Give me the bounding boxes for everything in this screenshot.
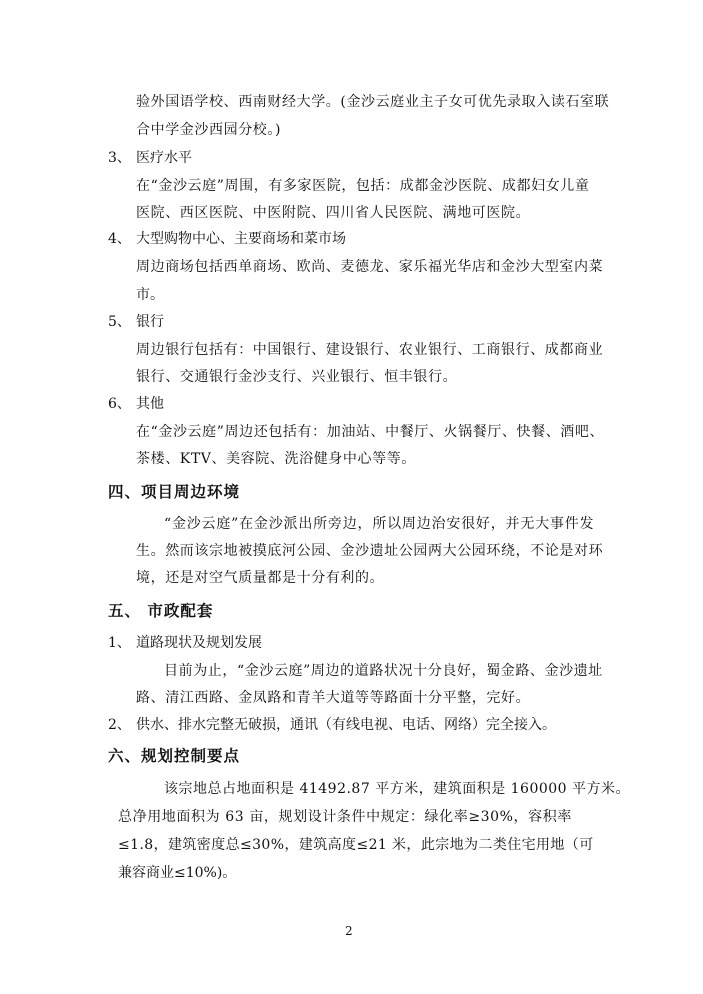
paragraph-line: 市。 [136,287,164,303]
paragraph-line: 合中学金沙西园分校。) [136,122,282,138]
list-number: 6、 [108,396,131,412]
list-title: 银行 [136,314,164,330]
paragraph-line: “金沙云庭”在金沙派出所旁边，所以周边治安很好，并无大事件发 [164,516,595,532]
paragraph-line: 周边商场包括西单商场、欧尚、麦德龙、家乐福光华店和金沙大型室内菜 [136,259,604,275]
paragraph-line: 生。然而该宗地被摸底河公园、金沙遗址公园两大公园环绕，不论是对环 [136,543,604,559]
section-heading: 六、规划控制要点 [108,746,241,765]
list-number: 3、 [108,150,131,166]
paragraph-line: 目前为止，“金沙云庭”周边的道路状况十分良好，蜀金路、金沙遗址 [164,663,603,679]
list-item-3 [108,149,192,167]
list-item-2 [108,716,556,734]
section-heading: 五、 市政配套 [108,601,214,620]
list-title: 大型购物中心、主要商场和菜市场 [136,231,346,247]
paragraph-line: 在“金沙云庭”周围，有多家医院，包括：成都金沙医院、成都妇女儿童 [136,178,590,194]
paragraph-line: 银行、交通银行金沙支行、兴业银行、恒丰银行。 [136,369,458,385]
section-heading: 四、项目周边环境 [108,482,241,501]
list-number: 4、 [108,231,131,247]
page-number: 2 [345,924,353,938]
paragraph-line: 验外国语学校、西南财经大学。(金沙云庭业主子女可优先录取入读石室联 [136,94,610,110]
paragraph-line: 周边银行包括有：中国银行、建设银行、农业银行、工商银行、成都商业 [136,342,604,358]
list-title: 医疗水平 [136,150,192,166]
list-number: 1、 [108,635,131,651]
list-text: 供水、排水完整无破损，通讯（有线电视、电话、网络）完全接入。 [136,717,556,733]
paragraph-line: 茶楼、KTV、美容院、洗浴健身中心等等。 [136,451,416,467]
list-item-5 [108,313,164,331]
paragraph-line: 总净用地面积为 63 亩，规划设计条件中规定：绿化率≥30%，容积率 [118,809,572,825]
paragraph-line: ≤1.8，建筑密度总≤30%，建筑高度≤21 米，此宗地为二类住宅用地（可 [118,837,594,853]
list-item-1 [108,634,262,652]
list-item-6 [108,395,164,413]
paragraph-line: 医院、西区医院、中医附院、四川省人民医院、满地可医院。 [136,205,531,221]
paragraph-line: 路、清江西路、金凤路和青羊大道等等路面十分平整，完好。 [136,690,531,706]
paragraph-line: 兼容商业≤10%)。 [118,865,237,881]
paragraph-line: 境，还是对空气质量都是十分有利的。 [136,570,385,586]
list-title: 其他 [136,396,164,412]
list-title: 道路现状及规划发展 [136,635,262,651]
list-number: 2、 [108,717,131,733]
list-item-4 [108,230,346,248]
paragraph-line: 该宗地总占地面积是 41492.87 平方米，建筑面积是 160000 平方米。 [164,781,631,797]
list-number: 5、 [108,314,131,330]
paragraph-line: 在“金沙云庭”周边还包括有：加油站、中餐厅、火锅餐厅、快餐、酒吧、 [136,424,605,440]
